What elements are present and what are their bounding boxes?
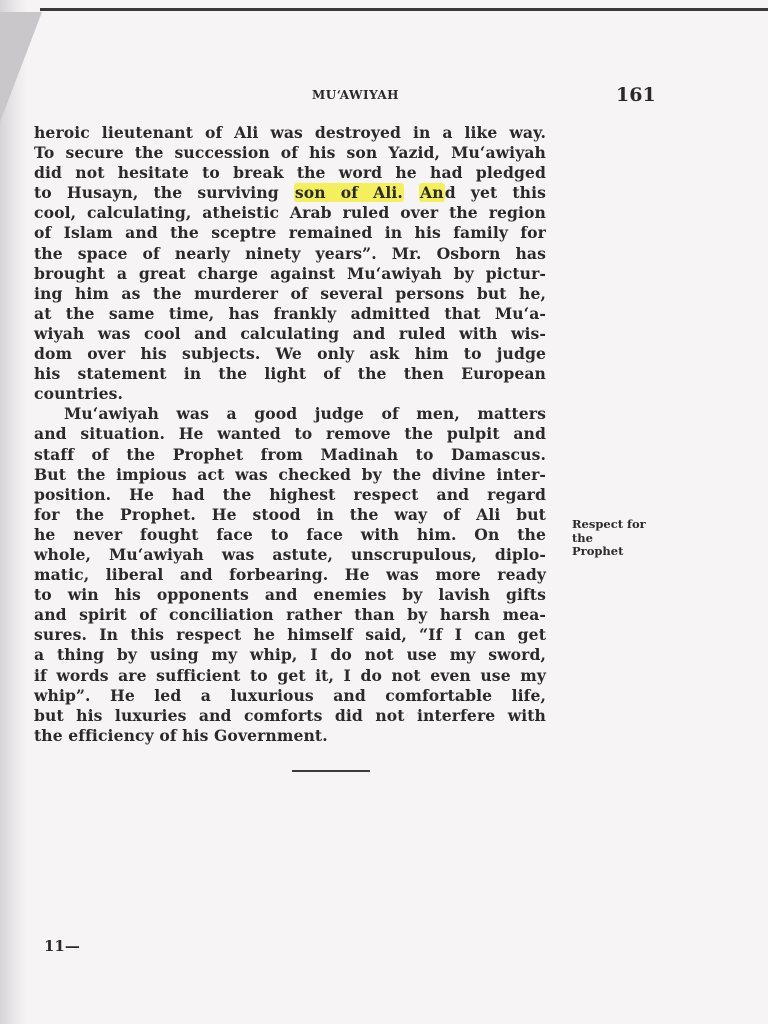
text-line: brought a great charge against Mu‘awiyah by pictur- [34, 263, 546, 283]
text-line: he never fought face to face with him. On the [34, 524, 546, 544]
text-line: and spirit of conciliation rather than by harsh mea- [34, 605, 546, 625]
text-segment [404, 183, 419, 202]
text-line-highlighted [34, 183, 546, 203]
text-line: of Islam and the sceptre remained in his family for [34, 223, 546, 243]
text-line: cool, calculating, atheistic Arab ruled over the region [34, 203, 546, 223]
highlight-son-of-ali: son of Ali. [294, 183, 403, 203]
body-text [34, 123, 546, 746]
text-line: position. He had the highest respect and regard [34, 484, 546, 504]
text-line: to win his opponents and enemies by lavish gifts [34, 585, 546, 605]
text-segment: d yet this [444, 183, 546, 203]
text-line: a thing by using my whip, I do not use my sword, [34, 645, 546, 665]
text-line: countries. [34, 384, 124, 404]
text-line: sures. In this respect he himself said, “If I can get [34, 625, 546, 645]
text-line: But the impious act was checked by the divine inter- [34, 464, 546, 484]
text-line: but his luxuries and comforts did not interfere with [34, 705, 546, 725]
text-line: whip”. He led a luxurious and comfortable life, [34, 685, 546, 705]
text-line: his statement in the light of the then European [34, 364, 546, 384]
margin-note-line: Respect for [572, 517, 646, 531]
running-head: MU‘AWIYAH [312, 88, 400, 102]
text-line: at the same time, has frankly admitted that Mu‘a- [34, 303, 546, 323]
margin-note-line: Prophet [572, 544, 624, 558]
section-divider [292, 770, 370, 772]
text-line: dom over his subjects. We only ask him to judge [34, 344, 546, 364]
text-line: the efficiency of his Government. [34, 725, 328, 745]
text-line: To secure the succession of his son Yazid, Mu‘awiyah [34, 143, 546, 163]
page-fold-corner [0, 12, 42, 122]
text-line: and situation. He wanted to remove the pulpit and [34, 424, 546, 444]
text-line-paragraph-start: Mu‘awiyah was a good judge of men, matters [64, 404, 546, 424]
text-line: staff of the Prophet from Madinah to Damascus. [34, 444, 546, 464]
text-line: for the Prophet. He stood in the way of Ali but [34, 504, 546, 524]
text-line: if words are sufficient to get it, I do not even use my [34, 665, 546, 685]
text-line: wiyah was cool and calculating and ruled with wis- [34, 323, 546, 343]
text-line: ing him as the murderer of several persons but he, [34, 283, 546, 303]
text-line: whole, Mu‘awiyah was astute, unscrupulous, diplo- [34, 544, 546, 564]
text-line: matic, liberal and forbearing. He was more ready [34, 565, 546, 585]
highlight-an: An [420, 183, 444, 203]
margin-note-line: the [572, 530, 593, 545]
signature-mark: 11— [44, 937, 80, 955]
text-line: did not hesitate to break the word he had pledged [34, 163, 546, 183]
text-segment: to Husayn, the surviving [34, 183, 294, 203]
margin-note [572, 518, 682, 559]
page-number: 161 [616, 84, 656, 106]
text-line: heroic lieutenant of Ali was destroyed in a like way. [34, 123, 546, 142]
scan-shadow [0, 0, 28, 1024]
top-edge-rule [40, 8, 768, 11]
text-line: the space of nearly ninety years”. Mr. Osborn has [34, 243, 546, 263]
